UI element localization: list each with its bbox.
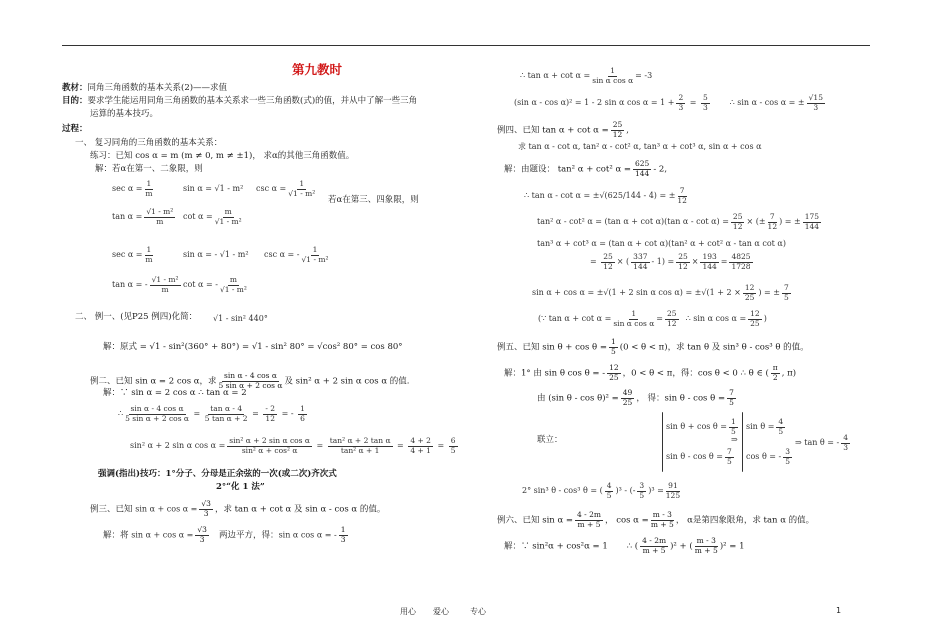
r2-line: (sin α - cos α)² = 1 - 2 sin α cos α = 1 + $\frac{2}{3}$ = $\frac{5}{3}$ ∴ sin α - cos α = ± $\frac{√15}{3}$ bbox=[514, 93, 823, 112]
goal-line-2: 运算的基本技巧。 bbox=[90, 109, 159, 119]
q1-sin: sin α = √1 - m² bbox=[183, 184, 244, 193]
material-line: 教材：同角三角函数的基本关系(2)——求值 bbox=[62, 83, 228, 93]
q3-sin: sin α = - √1 - m² bbox=[183, 250, 249, 259]
q3-cot: cot α = - $\frac{m}{\text{√1 - m²}}$ bbox=[183, 275, 247, 294]
q3-tan: tan α = - $\frac{\text{√1 - m²}}{m}$ bbox=[112, 275, 179, 294]
system-2b: cos θ = - $\frac{3}{5}$ bbox=[746, 447, 791, 466]
header-rule bbox=[62, 45, 870, 46]
page-number: 1 bbox=[836, 606, 842, 615]
emphasis-2: 2°“化 1 法” bbox=[216, 482, 265, 492]
ex3-solution: 解：将 sin α + cos α = $\frac{√3}{3}$ 两边平方，得：sin α cos α = - $\frac{1}{3}$ bbox=[103, 525, 346, 544]
q3-csc: csc α = - $\frac{1}{\text{√1 - m²}}$ bbox=[264, 245, 329, 264]
r10-line: (∵ tan α + cot α = $\frac{1}{\text{sin α cos α}}$ = $\frac{25}{12}$ ∴ sin α cos α = $\frac{12}{25}$ ) bbox=[538, 309, 767, 328]
ex1-solution: 解：原式 = √1 - sin²(360° + 80°) = √1 - sin² 80° = √cos² 80° = cos 80° bbox=[103, 342, 403, 352]
ex2-solution-1: 解：∵ sin α = 2 cos α ∴ tan α = 2 bbox=[103, 388, 247, 398]
system-2a: sin θ = $\frac{4}{5}$ bbox=[746, 417, 784, 436]
ex2-solution-3: sin² α + 2 sin α cos α = $\frac{\text{sin² α + 2 sin α cos α}}{\text{sin² α + cos² α}}$ = $\frac{\text{tan² α + 2 tan α}}{\text{tan² α + 1}}$ = $\frac{4 + 2}{4 + 1}$ = $\frac{6}{5}$ bbox=[130, 436, 456, 455]
system-brace-1 bbox=[662, 412, 663, 472]
tan-result: ⇒ tan θ = - $\frac{4}{3}$ bbox=[795, 433, 849, 452]
ex2-solution-2: ∴ $\frac{\text{sin α - 4 cos α}}{\text{5 sin α + 2 cos α}}$ = $\frac{\text{tan α - 4}}{\text{5 tan α + 2}}$ = $\frac{- 2}{12}$ = - $\frac{1}{6}$ bbox=[118, 404, 305, 423]
process-label: 过程： bbox=[62, 124, 88, 134]
goal-line: 目的：要求学生能运用同角三角函数的基本关系求一些三角函数(式)的值，并从中了解一些三角 bbox=[62, 96, 418, 106]
emphasis-1: 强调(指出)技巧：1°分子、分母是正余弦的一次(或二次)齐次式 bbox=[98, 469, 337, 479]
section-1: 一、 复习同角的三角函数的基本关系： bbox=[75, 138, 223, 148]
r12-line: 解：1° 由 sin θ cos θ = - $\frac{12}{25}$ ，0 < θ < π，得：cos θ < 0 ∴ θ ∈ ( $\frac{\pi}{2}$ , π) bbox=[504, 363, 797, 382]
r17-line: 解：∵ sin²α + cos²α = 1 ∴ ( $\frac{4 - 2m}{m + 5}$ )² + ( $\frac{m - 3}{m + 5}$ )² = 1 bbox=[504, 536, 745, 555]
section-2: 二、 例一、(见P25 例四)化简： bbox=[75, 312, 198, 322]
page-title: 第九教时 bbox=[292, 62, 343, 77]
ex3-question: 例三、已知 sin α + cos α = $\frac{√3}{3}$ ，求 tan α + cot α 及 sin α - cos α 的值。 bbox=[90, 499, 386, 518]
solution-q12: 解：若α在第一、二象限，则 bbox=[95, 164, 203, 174]
practice-text: 练习：已知 cos α = m (m ≠ 0, m ≠ ±1)， 求α的其他三角函数值。 bbox=[90, 151, 355, 161]
footer-text-2: 爱心 bbox=[433, 607, 449, 616]
r7-line: tan³ α + cot³ α = (tan α + cot α)(tan² α + cot² α - tan α cot α) bbox=[537, 239, 786, 248]
ex6-question: 例六、已知 sin α = $\frac{4 - 2m}{m + 5}$ ， cos α = $\frac{m - 3}{m + 5}$ ， α是第四象限角，求 tan α 的值。 bbox=[497, 510, 815, 529]
ex4-solution: 解：由题设： tan² α + cot² α = $\frac{625}{144}$ - 2, bbox=[504, 159, 668, 178]
ex4-line-2: 求 tan α - cot α, tan² α - cot² α, tan³ α + cot³ α, sin α + cos α bbox=[518, 142, 762, 151]
footer-text-3: 专心 bbox=[470, 607, 486, 616]
r5-line: ∴ tan α - cot α = ±√(625/144 - 4) = ± $\frac{7}{12}$ bbox=[524, 186, 687, 205]
q34-text: 若α在第三、四象限，则 bbox=[328, 195, 419, 205]
r6-line: tan² α - cot² α = (tan α + cot α)(tan α - cot α) = $\frac{25}{12}$ × (± $\frac{7}{12}$ ) = ± $\frac{175}{144}$ bbox=[537, 212, 820, 231]
system-1b: sin θ - cos θ = $\frac{7}{5}$ bbox=[666, 447, 732, 466]
q1-sec: sec α = $\frac{1}{m}$ bbox=[112, 179, 153, 198]
ex2-question: 例二、已知 sin α = 2 cos α，求 $\frac{\text{sin α - 4 cos α}}{\text{5 sin α + 2 cos α}}$ 及 sin² α + 2 sin α cos α 的值. bbox=[90, 371, 410, 390]
r1-line: ∴ tan α + cot α = $\frac{1}{\text{sin α cos α}}$ = -3 bbox=[520, 66, 653, 85]
q3-sec: sec α = $\frac{1}{m}$ bbox=[112, 245, 153, 264]
q1-tan: tan α = $\frac{\text{√1 - m²}}{m}$ bbox=[112, 207, 174, 226]
ex1-expression: √1 - sin² 440° bbox=[213, 314, 268, 323]
r13-line: 由 (sin θ - cos θ)² = $\frac{49}{25}$ ， 得：sin θ - cos θ = $\frac{7}{5}$ bbox=[537, 388, 734, 407]
footer-text-1: 用心 bbox=[400, 607, 416, 616]
system-brace-2 bbox=[742, 412, 743, 472]
system-1a: sin θ + cos θ = $\frac{1}{5}$ bbox=[666, 417, 736, 436]
implies-1: ⇒ bbox=[731, 435, 738, 444]
q1-csc: csc α = $\frac{1}{\text{√1 - m²}}$ bbox=[256, 179, 316, 198]
q1-cot: cot α = $\frac{m}{\text{√1 - m²}}$ bbox=[183, 207, 242, 226]
lianli-label: 联立： bbox=[537, 435, 563, 445]
ex4-question: 例四、已知 tan α + cot α = $\frac{25}{12}$ , bbox=[497, 120, 629, 139]
r15-line: 2° sin³ θ - cos³ θ = ( $\frac{4}{5}$ )³ - (- $\frac{3}{5}$ )³ = $\frac{91}{125}$ bbox=[522, 481, 681, 500]
r8-line: = $\frac{25}{12}$ × ( $\frac{337}{144}$ - 1) = $\frac{25}{12}$ × $\frac{193}{144}$ = $\frac{4825}{1728}$ bbox=[590, 252, 751, 271]
ex5-question: 例五、已知 sin θ + cos θ = $\frac{1}{5}$ (0 < θ < π)，求 tan θ 及 sin³ θ - cos³ θ 的值。 bbox=[497, 337, 809, 356]
r9-line: sin α + cos α = ±√(1 + 2 sin α cos α) = ±√(1 + 2 × $\frac{12}{25}$ ) = ± $\frac{7}{5}$ bbox=[532, 283, 789, 302]
